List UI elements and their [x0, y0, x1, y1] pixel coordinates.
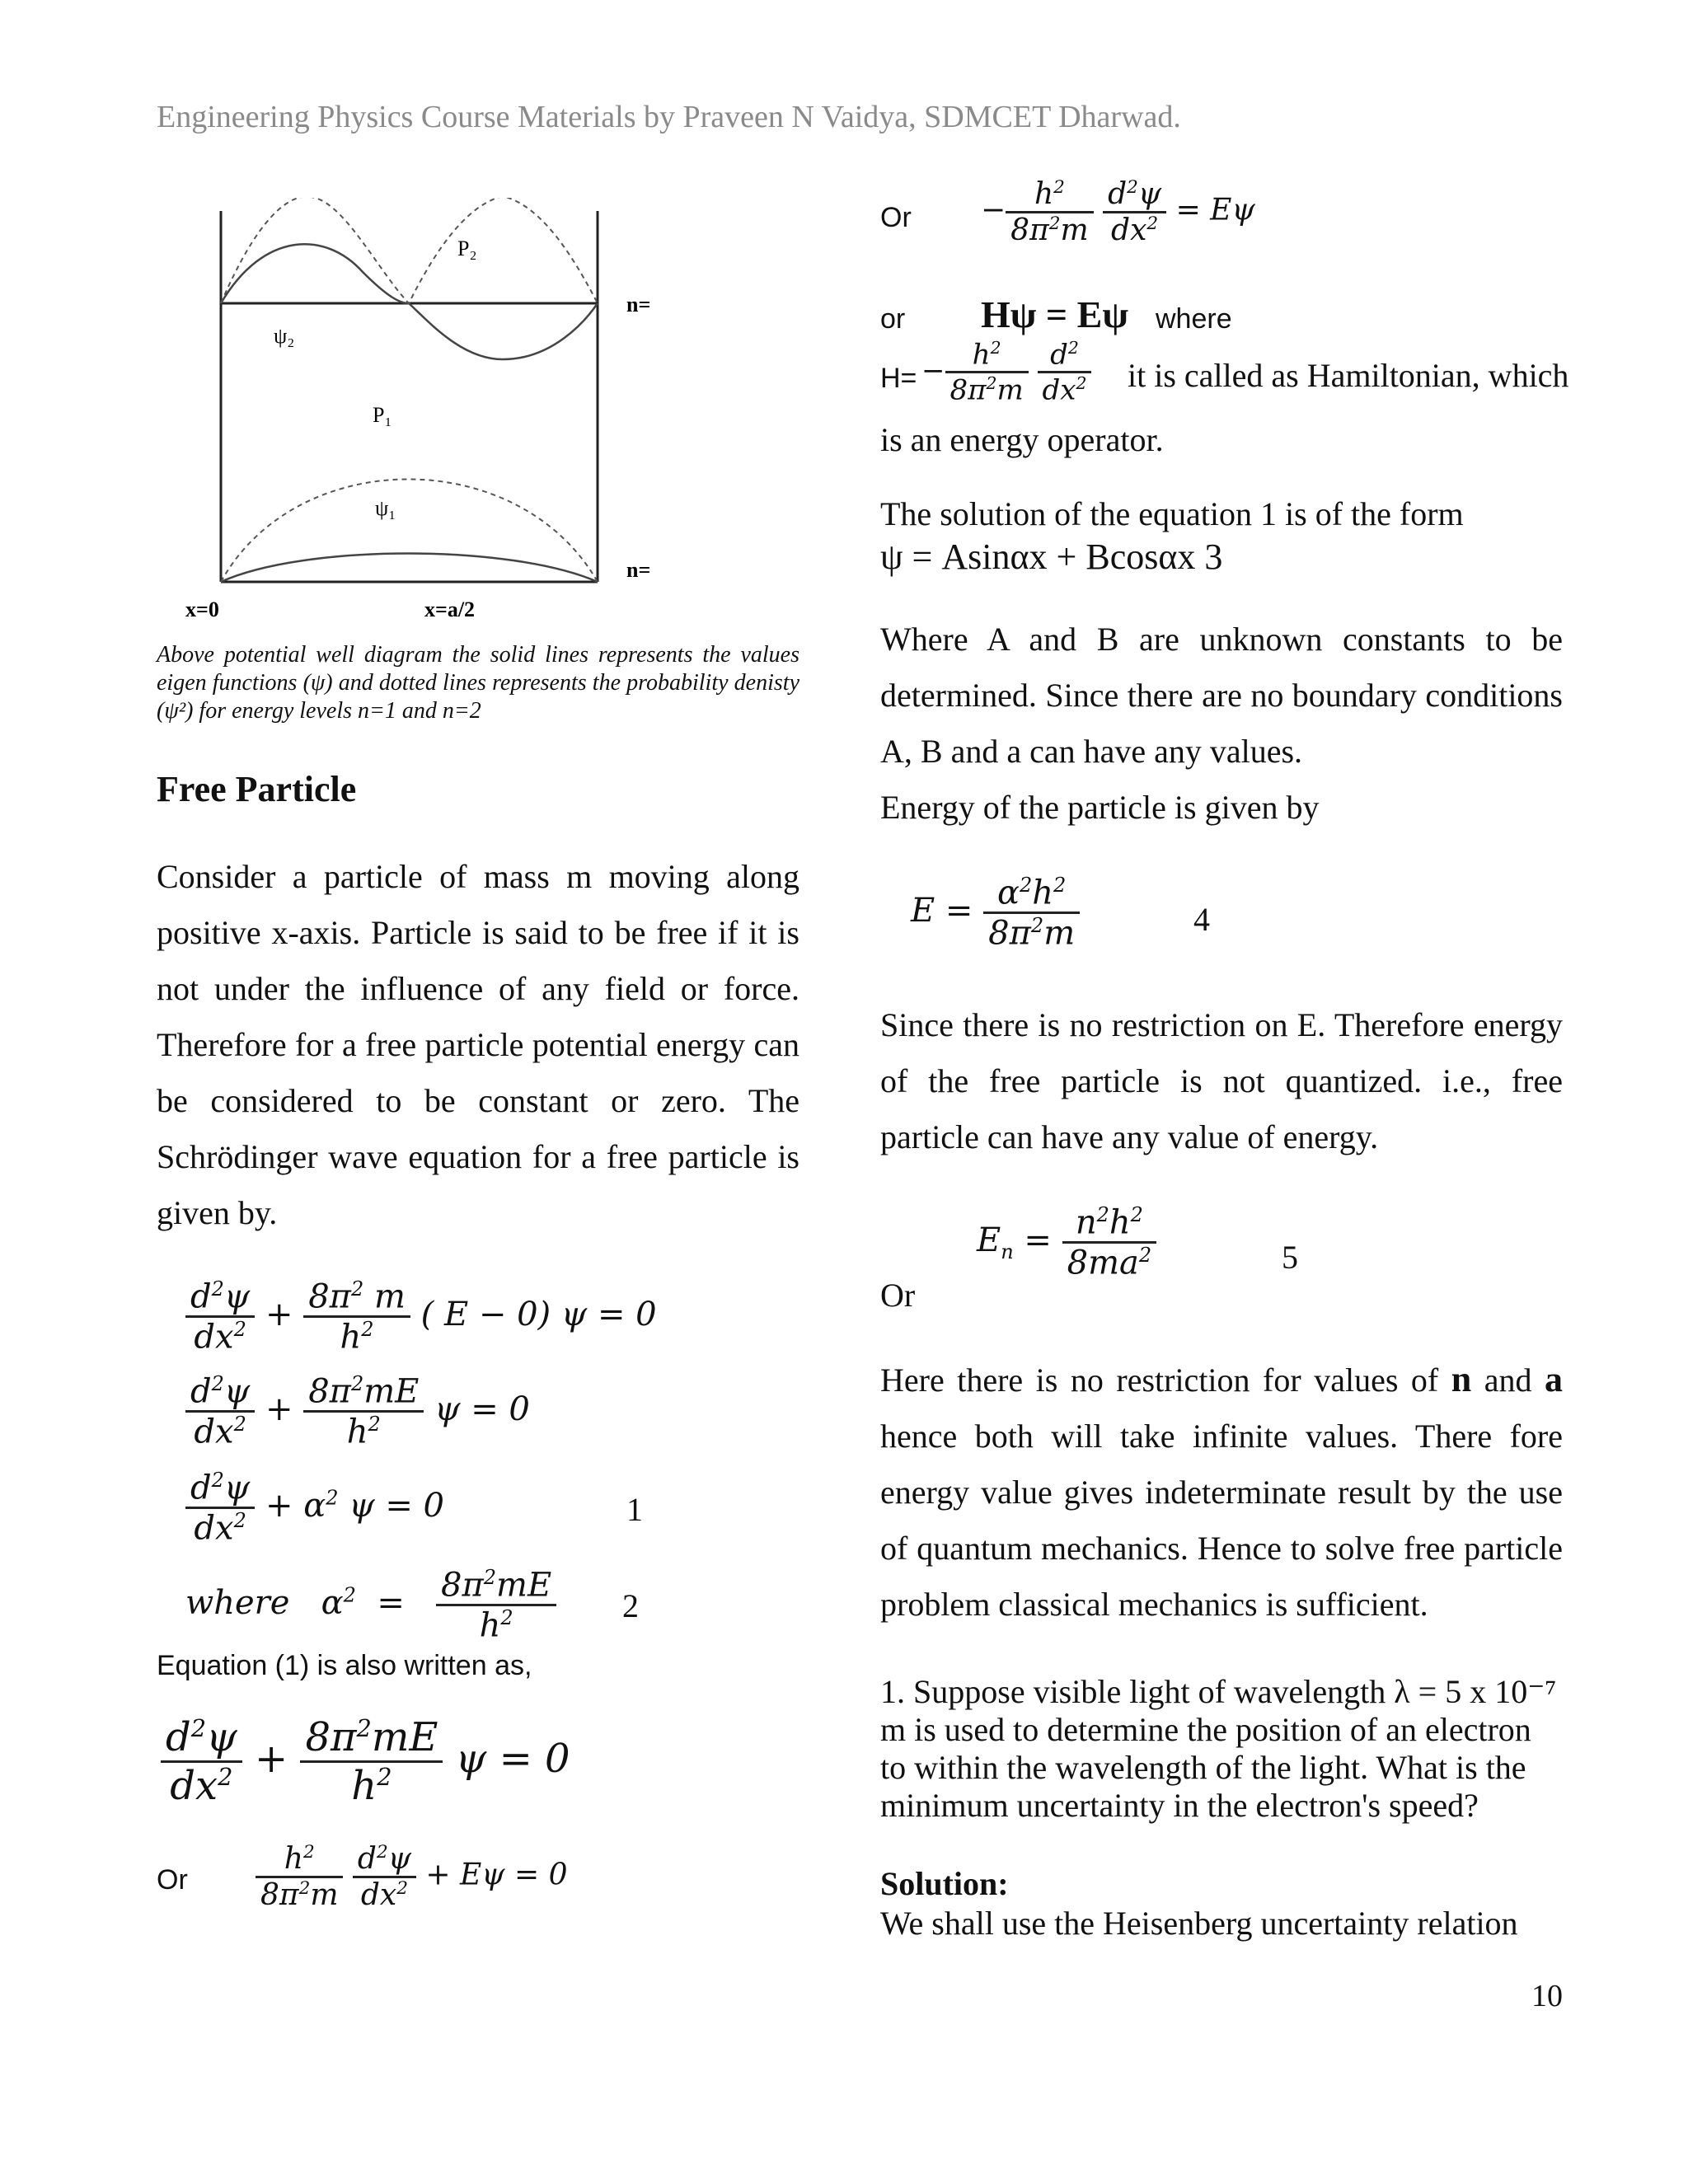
section-title: Free Particle [157, 769, 357, 809]
page-number: 10 [1531, 1979, 1563, 2013]
potential-well-diagram [181, 198, 709, 626]
equation-d: $\frac{h^2}{8\pi^2m}$ $\frac{d^2\psi}{dx^2}$ + Eψ = 0 [256, 1842, 567, 1912]
p1-curve [221, 480, 598, 583]
where-label: where [185, 1583, 290, 1622]
equation-a: $\frac{d^2\psi}{dx^2}$ + $\frac{8\pi^2 m}{h^2}$ ( E − 0) ψ = 0 [185, 1277, 657, 1357]
label-x0: x=0 [185, 598, 219, 621]
equation-1: $\frac{d^2\psi}{dx^2}$ + $\alpha^2$ ψ = 0 [185, 1469, 444, 1548]
where-label-right: where [1156, 303, 1232, 335]
also-written-text: Equation (1) is also written as, [157, 1650, 532, 1681]
label-p2: P₂ [457, 237, 477, 260]
equation-2: where $\alpha^2$ = $\frac{8\pi^2mE}{h^2}$ [185, 1566, 556, 1645]
equation-1-number: 1 [626, 1491, 643, 1528]
left-paragraph: Consider a particle of mass m moving along positive x-axis. Particle is said to be free if it is not under the influence of any field or force. Therefore for a free particle potential energy can be considered to be constant or zero. The Schrödinger wave equation for a free particle is given by. [157, 858, 799, 1231]
not-quantized-paragraph: Since there is no restriction on E. Therefore energy of the free particle is not quantized. i.e., free particle can have any value of energy. [880, 1006, 1563, 1155]
or-label-3: Or [880, 1277, 916, 1314]
equation-5: $E_n$ = $\frac{n^2h^2}{8ma^2}$ [977, 1203, 1156, 1282]
solution-equation: ψ = Asinαx + Bcosαx 3 [880, 537, 1223, 577]
no-restriction-paragraph: Here there is no restriction for values of n and a hence both will take infinite values. There fore energy value gives indeterminate result by the use of quantum mechanics. Hence to solve free particle problem classical mechanics is sufficient. [880, 1359, 1564, 1623]
or-label-1: Or [880, 202, 912, 233]
label-p1: P₁ [373, 403, 392, 427]
diagram-caption: Above potential well diagram the solid lines represents the values eigen functions (ψ) and dotted lines represents the probability denisty (ψ²) for energy levels n=1 and n=2 [157, 642, 799, 724]
page-header: Engineering Physics Course Materials by Praveen N Vaidya, SDMCET Dharwad. [157, 100, 1181, 134]
hamiltonian-text: it is called as Hamiltonian, which [1128, 357, 1569, 394]
solution-text: We shall use the Heisenberg uncertainty relation [880, 1905, 1518, 1942]
label-psi2: ψ₂ [274, 324, 295, 348]
bold-n: n [1451, 1359, 1472, 1399]
energy-given-text: Energy of the particle is given by [880, 789, 1320, 826]
constants-paragraph: Where A and B are unknown constants to be determined. Since there are no boundary conditions A, B and a can have any values. [880, 621, 1563, 770]
equation-5-number: 5 [1282, 1239, 1298, 1276]
equation-b: $\frac{d^2\psi}{dx^2}$ + $\frac{8\pi^2mE}{h^2}$ ψ = 0 [185, 1372, 530, 1451]
solution-label: Solution: [880, 1865, 1009, 1902]
equation-right-a: − $\frac{h^2}{8\pi^2m}$ $\frac{d^2\psi}{dx^2}$ = Eψ [981, 177, 1255, 247]
equation-2-number: 2 [622, 1587, 639, 1624]
label-n-bottom: n= [626, 558, 651, 582]
label-xmid: x=a/2 [424, 598, 476, 621]
equation-4-number: 4 [1193, 901, 1210, 938]
equation-c: $\frac{d^2\psi}{dx^2}$ + $\frac{8\pi^2mE}{h^2}$ ψ = 0 [161, 1714, 570, 1809]
bold-a: a [1545, 1359, 1564, 1399]
label-psi1: ψ₁ [375, 496, 396, 520]
solution-intro: The solution of the equation 1 is of the form [880, 495, 1464, 532]
psi1-curve [221, 554, 598, 583]
or-label-2: or [880, 303, 906, 335]
label-n-top: n= [626, 293, 651, 316]
hamiltonian-operator: − $\frac{h^2}{8\pi^2m}$ $\frac{d^2}{dx^2}$ [921, 338, 1091, 407]
h-prefix: H= [880, 363, 917, 394]
energy-operator-text: is an energy operator. [880, 421, 1164, 458]
problem-text: 1. Suppose visible light of wavelength λ = 5 x 10⁻⁷ m is used to determine the position of an electron to within the wavelength of the light. What is the minimum uncertainty in the electron's speed? [880, 1673, 1557, 1824]
equation-4: E = $\frac{\alpha^2h^2}{8\pi^2m}$ [911, 874, 1080, 953]
or-label-left: Or [157, 1864, 188, 1896]
hpsi-equation: Hψ = Eψ [981, 293, 1128, 335]
